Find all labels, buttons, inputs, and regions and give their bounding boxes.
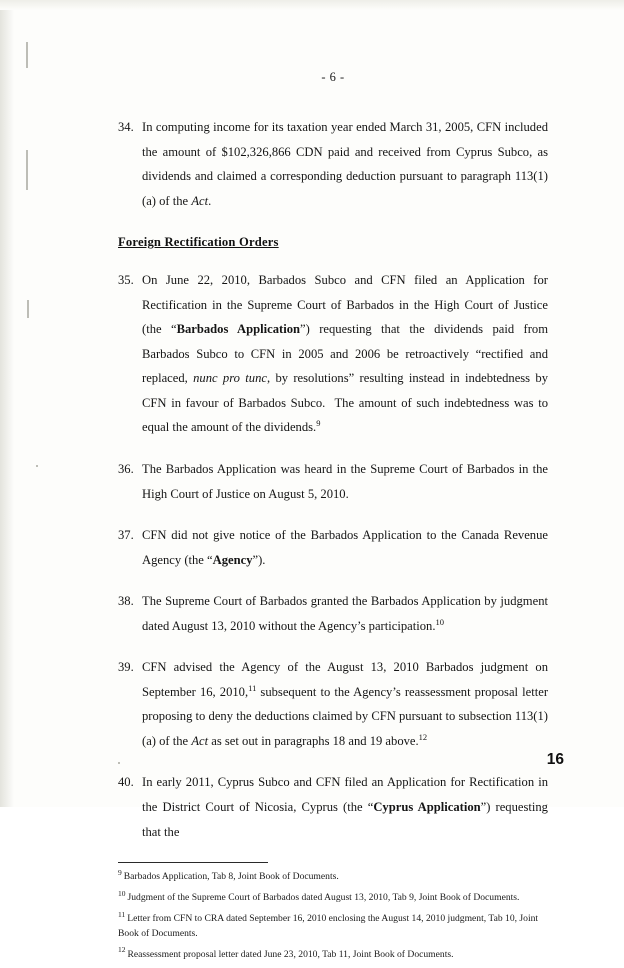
- scan-edge-top: [0, 0, 624, 10]
- footnote-item: [118, 867, 548, 885]
- footnote-marker: 12: [118, 945, 126, 955]
- footnote-text: Barbados Application, Tab 8, Joint Book of Documents.: [123, 871, 339, 883]
- paragraph-body: CFN did not give notice of the Barbados Application to the Canada Revenue Agency (the “Agency”).: [142, 528, 548, 567]
- paragraph-38: [118, 589, 548, 638]
- paragraph-body: In computing income for its taxation year ended March 31, 2005, CFN included the amount of $102,326,866 CDN paid and received from Cyprus Subco, as dividends and claimed a corresponding deduction pursuant to paragraph 113(1)(a) of the Act.: [142, 120, 548, 208]
- paragraph-35: [118, 268, 548, 440]
- paragraph-39: [118, 655, 548, 753]
- footnote-marker: 11: [118, 909, 126, 919]
- footnote-text: Reassessment proposal letter dated June 23, 2010, Tab 11, Joint Book of Documents.: [127, 948, 454, 960]
- paragraph-40: [118, 770, 548, 844]
- footnote-item: [118, 909, 548, 942]
- paragraph-number: 36.: [118, 462, 134, 477]
- paragraph-number: 37.: [118, 528, 134, 543]
- footnote-separator: [118, 862, 268, 863]
- footnotes-block: [118, 867, 548, 962]
- page-content: [118, 70, 548, 968]
- paragraph-number: 35.: [118, 273, 134, 288]
- scan-speck: [26, 42, 28, 68]
- paragraph-body: The Barbados Application was heard in the Supreme Court of Barbados in the High Court of Justice on August 5, 2010.: [142, 462, 548, 501]
- page-marker-top: - 6 -: [321, 70, 345, 84]
- paragraph-34: [118, 115, 548, 213]
- paragraph-body: On June 22, 2010, Barbados Subco and CFN filed an Application for Rectification in the Supreme Court of Barbados in the High Court of Justice (the “Barbados Application”) requesting that the dividends paid from Barbados Subco to CFN in 2005 and 2006 be retroactively “rectified and replaced, nunc pro tunc, by resolutions” resulting instead in indebtedness by CFN in favour of Barbados Subco. The amount of such indebtedness was to equal the amount of the dividends.$^9$: [142, 273, 548, 435]
- footnote-text: Letter from CFN to CRA dated September 16, 2010 enclosing the August 14, 2010 judgment, Tab 10, Joint Book of Documents.: [118, 912, 539, 939]
- footnote-marker: 9: [118, 867, 122, 877]
- paragraph-number: 34.: [118, 120, 134, 134]
- scan-speck: [27, 300, 29, 318]
- paragraph-number: 39.: [118, 660, 134, 675]
- paragraph-body: CFN advised the Agency of the August 13, 2010 Barbados judgment on September 16, 2010,11 subsequent to the Agency’s reassessment proposal letter proposing to deny the deductions claimed by CFN pursuant to subsection 113(1)(a) of the Act as set out in paragraphs 18 and 19 above.$^{12}$: [142, 660, 549, 748]
- paragraph-number: 38.: [118, 594, 134, 609]
- paragraph-body: In early 2011, Cyprus Subco and CFN filed an Application for Rectification in the District Court of Nicosia, Cyprus (the “Cyprus Application”) requesting that the: [142, 775, 548, 839]
- scan-edge-left: [0, 0, 14, 807]
- footnote-item: [118, 888, 548, 906]
- footnote-marker: 10: [118, 888, 126, 898]
- page-number-bottom: 16: [546, 751, 564, 768]
- paragraph-body: The Supreme Court of Barbados granted the Barbados Application by judgment dated August 13, 2010 without the Agency’s participation.$^{10}$: [142, 594, 548, 633]
- paragraph-number: 40.: [118, 775, 134, 790]
- footnote-item: [118, 945, 548, 963]
- scan-speck: [36, 465, 38, 467]
- paragraph-36: [118, 457, 548, 506]
- section-heading: Foreign Rectification Orders: [118, 235, 279, 250]
- footnote-text: Judgment of the Supreme Court of Barbados dated August 13, 2010, Tab 9, Joint Book of Documents.: [127, 891, 520, 903]
- paragraph-37: [118, 523, 548, 572]
- scan-speck: [26, 150, 28, 190]
